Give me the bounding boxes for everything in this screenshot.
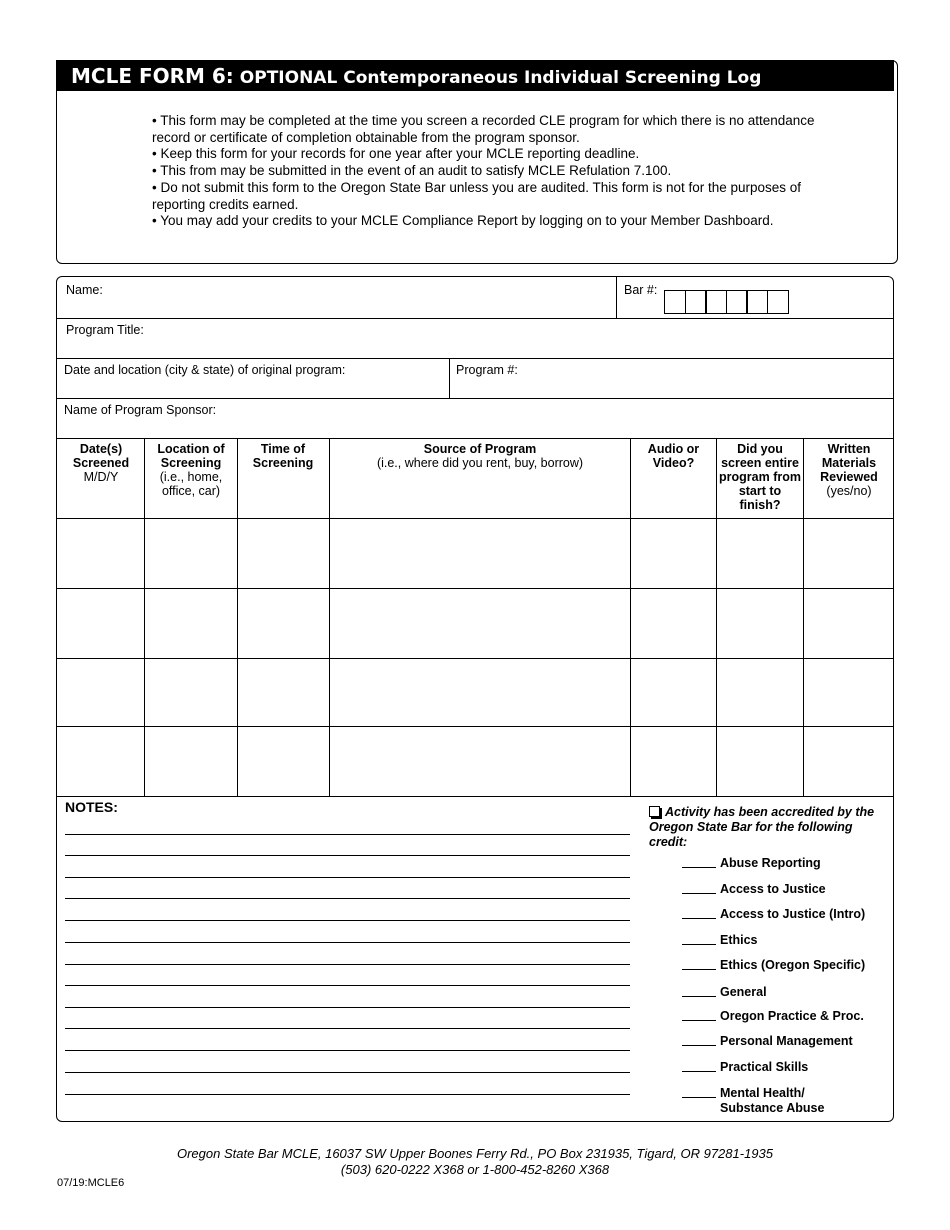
footer-phone-line: (503) 620-0222 X368 or 1-800-452-8260 X368 <box>340 1161 610 1177</box>
name-label: Name: <box>66 283 103 297</box>
instruction-item: • This form may be completed at the time you screen a recorded CLE program for which there is no attendance record or certificate of completion obtainable from the program sponsor. <box>152 113 815 145</box>
form-subtitle: OPTIONAL Contemporaneous Individual Screening Log <box>239 68 762 88</box>
credit-item: Oregon Practice & Proc. <box>682 1009 864 1024</box>
bar-number-label: Bar #: <box>624 283 658 297</box>
date-location-field[interactable] <box>57 359 449 398</box>
program-number-field[interactable] <box>450 359 894 398</box>
table-row[interactable] <box>57 589 894 658</box>
notes-line[interactable] <box>65 898 630 899</box>
column-header-time: Time of Screening <box>252 442 314 470</box>
credit-blank[interactable] <box>682 1034 716 1046</box>
notes-line[interactable] <box>65 920 630 921</box>
notes-line[interactable] <box>65 877 630 878</box>
form-code: 07/19:MCLE6 <box>57 1177 125 1189</box>
notes-line[interactable] <box>65 1072 630 1073</box>
notes-line[interactable] <box>65 942 630 943</box>
notes-line[interactable] <box>65 834 630 835</box>
credit-item: Practical Skills <box>682 1060 808 1075</box>
credit-blank[interactable] <box>682 1086 716 1098</box>
accreditation-statement: Activity has been accredited by the Oregon State Bar for the following credit: <box>649 805 875 849</box>
table-row[interactable] <box>57 659 894 726</box>
sponsor-label: Name of Program Sponsor: <box>64 403 217 417</box>
credit-blank[interactable] <box>682 882 716 894</box>
form-title-bar <box>56 60 894 91</box>
credit-item: Access to Justice <box>682 882 826 897</box>
sponsor-field[interactable] <box>57 399 894 438</box>
notes-line[interactable] <box>65 985 630 986</box>
notes-line[interactable] <box>65 1007 630 1008</box>
credit-item: Abuse Reporting <box>682 856 821 871</box>
form-title: MCLE FORM 6: <box>71 64 234 88</box>
credit-blank[interactable] <box>682 907 716 919</box>
notes-line[interactable] <box>65 855 630 856</box>
credit-blank[interactable] <box>682 856 716 868</box>
instruction-item: • You may add your credits to your MCLE Compliance Report by logging on to your Member Dashboard. <box>152 213 774 229</box>
credit-item: Mental Health/ Substance Abuse <box>682 1086 842 1116</box>
notes-line[interactable] <box>65 1094 630 1095</box>
footer-address <box>0 1146 950 1177</box>
credit-blank[interactable] <box>682 933 716 945</box>
program-number-label: Program #: <box>456 363 518 377</box>
instruction-item: • This from may be submitted in the event of an audit to satisfy MCLE Refulation 7.100. <box>152 163 672 179</box>
table-row[interactable] <box>57 727 894 796</box>
notes-line[interactable] <box>65 964 630 965</box>
column-header-audio-video: Audio or Video? <box>647 442 700 470</box>
notes-title: NOTES: <box>65 799 118 815</box>
credit-item: Personal Management <box>682 1034 853 1049</box>
checkbox-icon[interactable] <box>649 806 660 817</box>
name-field[interactable] <box>57 277 616 318</box>
notes-line[interactable] <box>65 1028 630 1029</box>
date-location-label: Date and location (city & state) of original program: <box>64 363 346 377</box>
credit-blank[interactable] <box>682 1060 716 1072</box>
column-header-entire-program: Did you screen entire program from start to finish? <box>719 442 801 512</box>
table-row[interactable] <box>57 519 894 588</box>
credit-blank[interactable] <box>682 985 716 997</box>
instruction-item: • Do not submit this form to the Oregon State Bar unless you are audited. This form is not for the purposes of reporting credits earned. <box>152 179 802 212</box>
bar-number-input[interactable] <box>664 290 787 314</box>
program-title-label: Program Title: <box>66 323 144 337</box>
credit-item: Ethics (Oregon Specific) <box>682 958 865 973</box>
instructions-list <box>152 113 832 230</box>
column-header-source: Source of Program (i.e., where did you rent, buy, borrow) <box>376 442 584 470</box>
notes-line[interactable] <box>65 1050 630 1051</box>
credit-blank[interactable] <box>682 958 716 970</box>
column-header-dates: Date(s) Screened M/D/Y <box>72 442 130 484</box>
column-header-written-materials: Written Materials Reviewed (yes/no) <box>820 442 878 498</box>
credit-item: Ethics <box>682 933 758 948</box>
screening-log-form <box>56 276 894 1122</box>
column-header-location: Location of Screening (i.e., home, office, car) <box>157 442 225 498</box>
instruction-item: • Keep this form for your records for one year after your MCLE reporting deadline. <box>152 146 640 162</box>
credit-blank[interactable] <box>682 1009 716 1021</box>
credit-item: General <box>682 985 767 1000</box>
program-title-field[interactable] <box>57 319 894 358</box>
footer-address-line: Oregon State Bar MCLE, 16037 SW Upper Boones Ferry Rd., PO Box 231935, Tigard, OR 97281-1935 <box>176 1146 774 1161</box>
credit-item: Access to Justice (Intro) <box>682 907 865 922</box>
